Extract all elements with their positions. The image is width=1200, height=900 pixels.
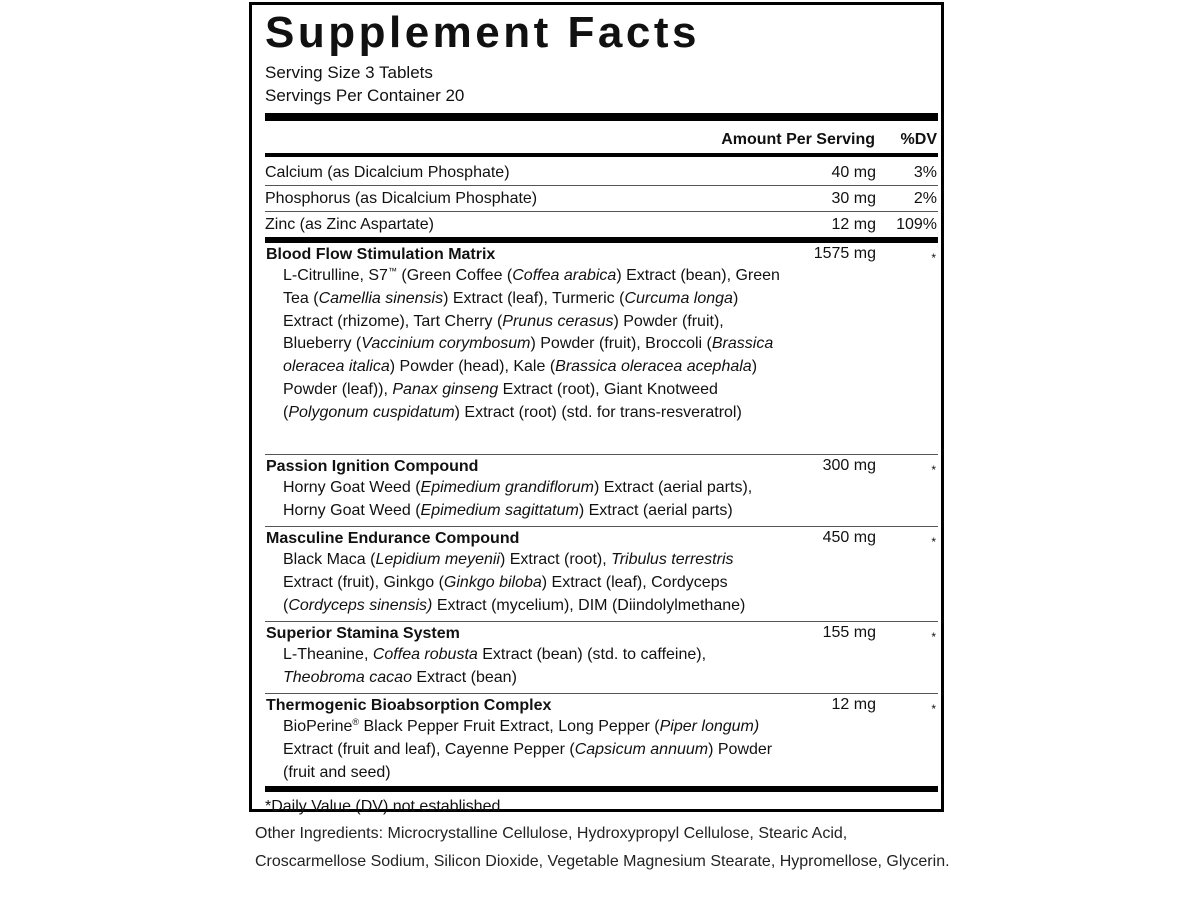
- ingredient-text: L-Theanine,: [283, 646, 373, 663]
- nutrient-dv: 109%: [896, 216, 937, 233]
- ingredient-text: Black Maca (: [283, 551, 376, 568]
- ingredient-latin-name: Brassica oleracea acephala: [555, 358, 752, 376]
- ingredient-text: Extract (bean) (std. to caffeine),: [477, 646, 707, 663]
- ingredient-latin-name: Curcuma longa: [624, 289, 733, 307]
- ingredient-text: ) Extract (root) (std. for trans-resveratrol): [454, 403, 742, 421]
- blend-ingredients: [283, 716, 783, 784]
- ingredient-text: ) Extract (bean), Green Tea (: [283, 267, 780, 307]
- blend-name: Passion Ignition Compound: [266, 458, 479, 475]
- ingredient-text: ) Powder (fruit), Broccoli (: [530, 335, 712, 353]
- nutrient-name: Calcium (as Dicalcium Phosphate): [265, 164, 510, 181]
- nutrient-name: Zinc (as Zinc Aspartate): [265, 216, 434, 233]
- nutrient-amount: 30 mg: [831, 190, 876, 207]
- blend-block: [265, 694, 938, 786]
- nutrient-name: Phosphorus (as Dicalcium Phosphate): [265, 190, 538, 207]
- nutrient-row: [265, 186, 938, 211]
- ingredient-text: Extract (fruit and leaf), Cayenne Pepper (: [283, 740, 575, 758]
- ingredient-latin-name: Theobroma cacao: [283, 668, 412, 686]
- ingredient-text: Horny Goat Weed (: [283, 479, 421, 496]
- ingredient-latin-name: Cordyceps sinensis): [288, 596, 433, 614]
- blend-ingredients: [283, 477, 783, 523]
- ingredient-text: Black Pepper Fruit Extract, Long Pepper (: [359, 718, 660, 735]
- ingredient-text: ) Extract (aerial parts): [578, 501, 733, 519]
- ingredient-text: ) Powder (fruit and seed): [283, 740, 773, 781]
- panel-inner: [265, 5, 938, 819]
- nutrient-amount: 12 mg: [831, 216, 876, 233]
- blend-ingredients: [283, 549, 783, 617]
- ingredient-latin-name: Panax ginseng: [392, 380, 499, 398]
- blend-dv: *: [931, 702, 936, 716]
- ingredient-latin-name: Brassica oleracea italica: [283, 335, 774, 376]
- nutrient-dv: 3%: [913, 164, 937, 181]
- panel-title: Supplement Facts: [265, 8, 700, 57]
- ingredient-text: (Green Coffee (: [396, 267, 513, 284]
- ingredient-text: Extract (mycelium), DIM (Diindolylmethane): [432, 596, 746, 614]
- blend-amount: 450 mg: [822, 529, 876, 546]
- ingredient-latin-name: Epimedium sagittatum: [420, 501, 579, 519]
- ingredient-latin-name: Capsicum annuum: [574, 740, 709, 758]
- ingredient-latin-name: Lepidium meyenii: [375, 551, 500, 568]
- nutrient-dv: 2%: [913, 190, 937, 207]
- ingredient-text: Extract (bean): [411, 668, 517, 686]
- blend-name: Masculine Endurance Compound: [266, 530, 520, 547]
- ingredient-text: ) Extract (leaf), Turmeric (: [443, 289, 625, 307]
- other-ingredients: Other Ingredients: Microcrystalline Cellulose, Hydroxypropyl Cellulose, Stearic Acid, Croscarmellose Sodium, Silicon Dioxide, Vegetable Magnesium Stearate, Hypromellose, Glycerin.: [255, 825, 950, 870]
- blend-name: Thermogenic Bioabsorption Complex: [266, 697, 552, 714]
- ingredient-text: ) Powder (leaf)),: [283, 358, 758, 398]
- ingredient-latin-name: Tribulus terrestris: [611, 551, 734, 568]
- ingredient-latin-name: Ginkgo biloba: [443, 573, 542, 591]
- blend-dv: *: [931, 535, 936, 549]
- ingredient-text: Extract (root), Giant Knotweed (: [283, 380, 718, 421]
- serving-size: Serving Size 3 Tablets: [265, 63, 433, 82]
- blend-amount: 155 mg: [822, 624, 876, 641]
- blend-block: [265, 622, 938, 693]
- supplement-facts-panel: [249, 2, 944, 815]
- nutrient-row: [265, 160, 938, 185]
- ingredient-latin-name: Polygonum cuspidatum: [288, 403, 455, 421]
- header-amount: Amount Per Serving: [721, 131, 875, 148]
- divider-thick: [265, 113, 938, 121]
- ingredient-text: ) Extract (leaf), Cordyceps (: [283, 573, 728, 614]
- nutrient-list: [265, 160, 938, 237]
- header-dv: %DV: [900, 131, 937, 148]
- trademark-mark: ®: [352, 717, 360, 727]
- column-header: [265, 121, 938, 153]
- servings-per-container: Servings Per Container 20: [265, 86, 465, 105]
- blend-dv: *: [931, 463, 936, 477]
- blend-amount: 12 mg: [831, 696, 876, 713]
- ingredient-latin-name: Prunus cerasus: [502, 312, 614, 330]
- ingredient-latin-name: Coffea arabica: [512, 267, 617, 284]
- ingredient-text: ) Extract (aerial parts), Horny Goat Weed (: [283, 479, 753, 519]
- trademark-mark: ™: [387, 266, 397, 276]
- blend-name: Superior Stamina System: [266, 625, 460, 642]
- ingredient-text: ) Extract (rhizome), Tart Cherry (: [283, 289, 739, 330]
- ingredient-latin-name: Camellia sinensis: [318, 289, 444, 307]
- ingredient-latin-name: Vaccinium corymbosum: [361, 335, 531, 353]
- blend-dv: *: [931, 630, 936, 644]
- blend-name: Blood Flow Stimulation Matrix: [266, 246, 496, 263]
- ingredient-latin-name: Piper longum): [659, 718, 760, 735]
- ingredient-text: Extract (fruit), Ginkgo (: [283, 573, 444, 591]
- ingredient-text: ) Powder (head), Kale (: [389, 358, 556, 376]
- blend-dv: *: [931, 251, 936, 265]
- blend-ingredients: [283, 265, 783, 425]
- ingredient-latin-name: Epimedium grandiflorum: [420, 479, 594, 496]
- blend-block: [265, 455, 938, 526]
- blend-block: [265, 243, 938, 454]
- ingredient-latin-name: Coffea robusta: [372, 646, 478, 663]
- nutrient-amount: 40 mg: [831, 164, 876, 181]
- ingredient-text: BioPerine: [283, 718, 353, 735]
- ingredient-text: ) Powder (fruit), Blueberry (: [283, 312, 724, 353]
- ingredient-text: L-Citrulline, S7: [283, 267, 388, 284]
- ingredient-text: ) Extract (root),: [499, 551, 612, 568]
- divider-medium: [265, 153, 938, 157]
- dv-footnote: *Daily Value (DV) not established: [265, 798, 501, 815]
- blend-amount: 1575 mg: [813, 245, 876, 262]
- blend-amount: 300 mg: [822, 457, 876, 474]
- blend-block: [265, 527, 938, 621]
- nutrient-row: [265, 212, 938, 237]
- divider-thick: [265, 786, 938, 792]
- blend-ingredients: [283, 644, 783, 690]
- blend-list: [265, 243, 938, 786]
